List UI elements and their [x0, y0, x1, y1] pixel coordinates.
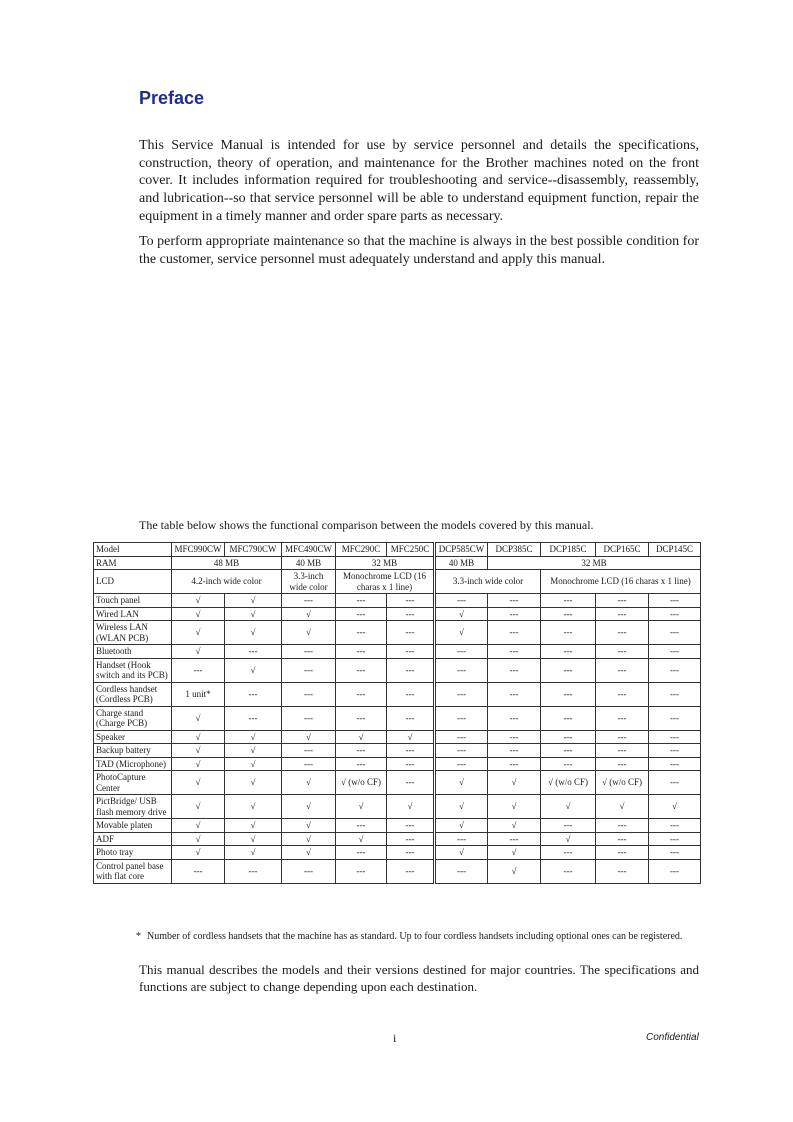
feature-cell: √ — [435, 771, 488, 795]
feature-cell: √ — [172, 771, 225, 795]
feature-cell: √ — [387, 795, 435, 819]
feature-cell: --- — [336, 621, 387, 645]
feature-cell: --- — [387, 771, 435, 795]
feature-cell: --- — [387, 846, 435, 860]
ram-row — [94, 556, 701, 570]
page-title: Preface — [139, 88, 205, 108]
feature-cell: √ — [435, 795, 488, 819]
feature-cell: √ — [282, 832, 336, 846]
feature-row — [94, 859, 701, 883]
feature-cell: --- — [488, 832, 541, 846]
feature-cell: √ — [649, 795, 701, 819]
row-header: Model — [94, 543, 172, 557]
lcd-cell: 4.2-inch wide color — [172, 570, 282, 594]
feature-cell: √ — [172, 706, 225, 730]
feature-cell: --- — [488, 744, 541, 758]
feature-cell: √ — [172, 621, 225, 645]
feature-cell: √ — [172, 846, 225, 860]
feature-label: Movable platen — [94, 819, 172, 833]
feature-cell: √ — [282, 795, 336, 819]
feature-cell: --- — [596, 706, 649, 730]
feature-cell: √ — [435, 607, 488, 621]
feature-cell: --- — [649, 744, 701, 758]
feature-label: Photo tray — [94, 846, 172, 860]
feature-cell: --- — [541, 621, 596, 645]
feature-cell: √ — [387, 730, 435, 744]
feature-cell: --- — [541, 594, 596, 608]
ram-cell: 40 MB — [282, 556, 336, 570]
feature-cell: --- — [649, 682, 701, 706]
model-header: MFC790CW — [225, 543, 282, 557]
feature-cell: --- — [488, 607, 541, 621]
feature-label: Wired LAN — [94, 607, 172, 621]
feature-cell: --- — [435, 658, 488, 682]
ram-cell: 48 MB — [172, 556, 282, 570]
lcd-cell: 3.3-inch wide color — [435, 570, 541, 594]
feature-cell: --- — [541, 607, 596, 621]
model-header: MFC250C — [387, 543, 435, 557]
maintenance-paragraph: To perform appropriate maintenance so that the machine is always in the best possible condition for the customer, service personnel must adequately understand and apply this manual. — [139, 234, 699, 267]
feature-cell: --- — [596, 658, 649, 682]
feature-row — [94, 645, 701, 659]
feature-cell: --- — [282, 682, 336, 706]
feature-cell: --- — [387, 757, 435, 771]
feature-cell: --- — [282, 859, 336, 883]
feature-cell: --- — [649, 645, 701, 659]
feature-cell: --- — [541, 658, 596, 682]
feature-cell: --- — [488, 645, 541, 659]
model-header: DCP185C — [541, 543, 596, 557]
feature-label: Charge stand (Charge PCB) — [94, 706, 172, 730]
feature-cell: √ — [282, 607, 336, 621]
feature-row — [94, 706, 701, 730]
feature-cell: √ — [172, 744, 225, 758]
model-header: MFC290C — [336, 543, 387, 557]
feature-cell: --- — [596, 682, 649, 706]
feature-cell: --- — [225, 645, 282, 659]
feature-cell: --- — [541, 757, 596, 771]
feature-cell: √ — [596, 795, 649, 819]
ram-cell: 40 MB — [435, 556, 488, 570]
feature-cell: --- — [649, 730, 701, 744]
feature-cell: --- — [488, 682, 541, 706]
feature-cell: --- — [336, 658, 387, 682]
feature-cell: --- — [282, 645, 336, 659]
feature-cell: --- — [336, 607, 387, 621]
feature-cell: --- — [172, 859, 225, 883]
feature-label: Backup battery — [94, 744, 172, 758]
feature-cell: --- — [596, 594, 649, 608]
feature-cell: --- — [488, 594, 541, 608]
confidential-label: Confidential — [646, 1032, 699, 1043]
feature-cell: --- — [387, 658, 435, 682]
feature-cell: --- — [649, 832, 701, 846]
feature-label: Handset (Hook switch and its PCB) — [94, 658, 172, 682]
feature-cell: --- — [336, 846, 387, 860]
feature-cell: --- — [541, 645, 596, 659]
feature-cell: √ — [488, 846, 541, 860]
feature-row — [94, 744, 701, 758]
ram-cell: 32 MB — [488, 556, 701, 570]
feature-cell: --- — [225, 859, 282, 883]
feature-cell: --- — [596, 621, 649, 645]
feature-cell: √ — [282, 771, 336, 795]
feature-cell: --- — [649, 607, 701, 621]
feature-cell: --- — [488, 658, 541, 682]
feature-cell: --- — [282, 757, 336, 771]
feature-cell: --- — [541, 730, 596, 744]
feature-cell: --- — [282, 706, 336, 730]
feature-cell: --- — [541, 819, 596, 833]
feature-cell: --- — [596, 607, 649, 621]
lcd-cell: 3.3-inch wide color — [282, 570, 336, 594]
feature-cell: --- — [387, 744, 435, 758]
feature-cell: √ — [172, 795, 225, 819]
lcd-row — [94, 570, 701, 594]
feature-row — [94, 658, 701, 682]
feature-cell: --- — [282, 744, 336, 758]
intro-paragraph: This Service Manual is intended for use by service personnel and details the specifications, construction, theory of operation, and maintenance for the Brother machines noted on the front cover. It includes information required for troubleshooting and service--disassembly, reassembly, and lubrication--so that service personnel will be able to understand equipment function, repair the equipment in a timely manner and order spare parts as necessary. — [139, 138, 699, 224]
feature-cell: √ — [435, 846, 488, 860]
feature-cell: --- — [649, 706, 701, 730]
feature-cell: --- — [596, 832, 649, 846]
feature-cell: 1 unit* — [172, 682, 225, 706]
feature-cell: --- — [649, 594, 701, 608]
feature-cell: √ — [172, 645, 225, 659]
feature-cell: √ — [225, 819, 282, 833]
feature-cell: --- — [282, 658, 336, 682]
feature-cell: --- — [649, 658, 701, 682]
model-row — [94, 543, 701, 557]
feature-label: Touch panel — [94, 594, 172, 608]
feature-cell: √ — [282, 730, 336, 744]
feature-cell: --- — [596, 730, 649, 744]
feature-cell: √ — [225, 795, 282, 819]
feature-cell: √ — [172, 819, 225, 833]
feature-cell: --- — [387, 594, 435, 608]
feature-row — [94, 819, 701, 833]
feature-cell: --- — [387, 607, 435, 621]
feature-cell: --- — [387, 706, 435, 730]
lcd-cell: Monochrome LCD (16 charas x 1 line) — [336, 570, 435, 594]
feature-row — [94, 771, 701, 795]
feature-cell: --- — [336, 819, 387, 833]
feature-cell: --- — [649, 819, 701, 833]
feature-cell: --- — [387, 859, 435, 883]
feature-cell: --- — [336, 859, 387, 883]
feature-cell: √ — [488, 771, 541, 795]
feature-cell: --- — [387, 819, 435, 833]
feature-cell: √ — [282, 819, 336, 833]
feature-cell: --- — [282, 594, 336, 608]
feature-cell: √ — [172, 832, 225, 846]
feature-label: Bluetooth — [94, 645, 172, 659]
feature-row — [94, 730, 701, 744]
feature-cell: --- — [336, 757, 387, 771]
model-header: MFC490CW — [282, 543, 336, 557]
feature-cell: --- — [488, 621, 541, 645]
feature-cell: --- — [596, 846, 649, 860]
feature-cell: --- — [172, 658, 225, 682]
feature-cell: √ — [282, 846, 336, 860]
feature-cell: --- — [649, 621, 701, 645]
footnote-mark: * — [136, 931, 141, 942]
feature-cell: --- — [387, 621, 435, 645]
feature-cell: --- — [435, 706, 488, 730]
feature-cell: --- — [336, 706, 387, 730]
feature-row — [94, 621, 701, 645]
feature-cell: --- — [488, 706, 541, 730]
feature-cell: √ — [225, 621, 282, 645]
model-header: DCP385C — [488, 543, 541, 557]
feature-cell: √ — [488, 859, 541, 883]
feature-cell: √ — [225, 744, 282, 758]
feature-cell: --- — [541, 682, 596, 706]
feature-cell: √ — [225, 607, 282, 621]
feature-cell: √ (w/o CF) — [541, 771, 596, 795]
model-header: DCP585CW — [435, 543, 488, 557]
feature-cell: --- — [541, 846, 596, 860]
comparison-table — [93, 542, 701, 884]
feature-label: Wireless LAN (WLAN PCB) — [94, 621, 172, 645]
feature-cell: √ — [488, 819, 541, 833]
feature-label: PhotoCapture Center — [94, 771, 172, 795]
feature-cell: √ — [225, 757, 282, 771]
feature-cell: √ — [225, 832, 282, 846]
feature-cell: √ — [282, 621, 336, 645]
feature-cell: --- — [435, 859, 488, 883]
feature-cell: √ — [172, 607, 225, 621]
feature-cell: √ — [225, 658, 282, 682]
feature-cell: --- — [596, 859, 649, 883]
feature-cell: --- — [336, 594, 387, 608]
row-header: LCD — [94, 570, 172, 594]
feature-cell: √ (w/o CF) — [596, 771, 649, 795]
feature-cell: √ — [225, 771, 282, 795]
feature-cell: --- — [649, 859, 701, 883]
ram-cell: 32 MB — [336, 556, 435, 570]
feature-row — [94, 594, 701, 608]
lcd-cell: Monochrome LCD (16 charas x 1 line) — [541, 570, 701, 594]
feature-row — [94, 832, 701, 846]
table-intro: The table below shows the functional comparison between the models covered by this manual. — [139, 518, 594, 532]
feature-cell: --- — [488, 730, 541, 744]
feature-cell: --- — [387, 832, 435, 846]
feature-row — [94, 682, 701, 706]
feature-cell: --- — [225, 682, 282, 706]
feature-cell: √ — [172, 757, 225, 771]
feature-cell: √ — [488, 795, 541, 819]
feature-cell: --- — [225, 706, 282, 730]
page-number: i — [393, 1031, 397, 1045]
feature-cell: --- — [435, 757, 488, 771]
feature-cell: √ — [172, 594, 225, 608]
feature-cell: --- — [336, 682, 387, 706]
feature-cell: √ — [435, 819, 488, 833]
feature-cell: --- — [435, 744, 488, 758]
feature-cell: --- — [596, 757, 649, 771]
feature-cell: --- — [541, 744, 596, 758]
feature-cell: --- — [435, 645, 488, 659]
feature-cell: √ — [541, 832, 596, 846]
footnote — [136, 930, 699, 943]
feature-row — [94, 846, 701, 860]
model-header: DCP145C — [649, 543, 701, 557]
feature-cell: √ — [225, 730, 282, 744]
feature-label: Control panel base with flat core — [94, 859, 172, 883]
model-header: MFC990CW — [172, 543, 225, 557]
feature-cell: --- — [596, 819, 649, 833]
model-header: DCP165C — [596, 543, 649, 557]
feature-cell: --- — [649, 846, 701, 860]
destination-paragraph: This manual describes the models and their versions destined for major countries. The specifications and functions are subject to change depending upon each destination. — [139, 962, 699, 994]
feature-cell: --- — [387, 645, 435, 659]
feature-cell: --- — [541, 859, 596, 883]
feature-label: TAD (Microphone) — [94, 757, 172, 771]
feature-cell: --- — [596, 744, 649, 758]
feature-cell: √ — [225, 846, 282, 860]
feature-row — [94, 607, 701, 621]
feature-label: Speaker — [94, 730, 172, 744]
feature-row — [94, 795, 701, 819]
feature-cell: --- — [336, 645, 387, 659]
feature-label: ADF — [94, 832, 172, 846]
feature-cell: --- — [435, 594, 488, 608]
feature-label: PictBridge/ USB flash memory drive — [94, 795, 172, 819]
feature-cell: √ — [336, 795, 387, 819]
feature-cell: --- — [435, 832, 488, 846]
feature-cell: --- — [435, 682, 488, 706]
feature-cell: --- — [336, 744, 387, 758]
feature-row — [94, 757, 701, 771]
feature-cell: --- — [649, 757, 701, 771]
feature-cell: --- — [488, 757, 541, 771]
row-header: RAM — [94, 556, 172, 570]
feature-cell: --- — [435, 730, 488, 744]
feature-cell: --- — [649, 771, 701, 795]
feature-cell: --- — [596, 645, 649, 659]
feature-cell: √ (w/o CF) — [336, 771, 387, 795]
feature-cell: --- — [541, 706, 596, 730]
feature-cell: √ — [336, 832, 387, 846]
feature-cell: √ — [172, 730, 225, 744]
feature-cell: --- — [387, 682, 435, 706]
feature-label: Cordless handset (Cordless PCB) — [94, 682, 172, 706]
feature-cell: √ — [225, 594, 282, 608]
feature-cell: √ — [336, 730, 387, 744]
footnote-text: Number of cordless handsets that the machine has as standard. Up to four cordless handsets including optional ones can be registered. — [147, 931, 683, 942]
feature-cell: √ — [541, 795, 596, 819]
feature-cell: √ — [435, 621, 488, 645]
